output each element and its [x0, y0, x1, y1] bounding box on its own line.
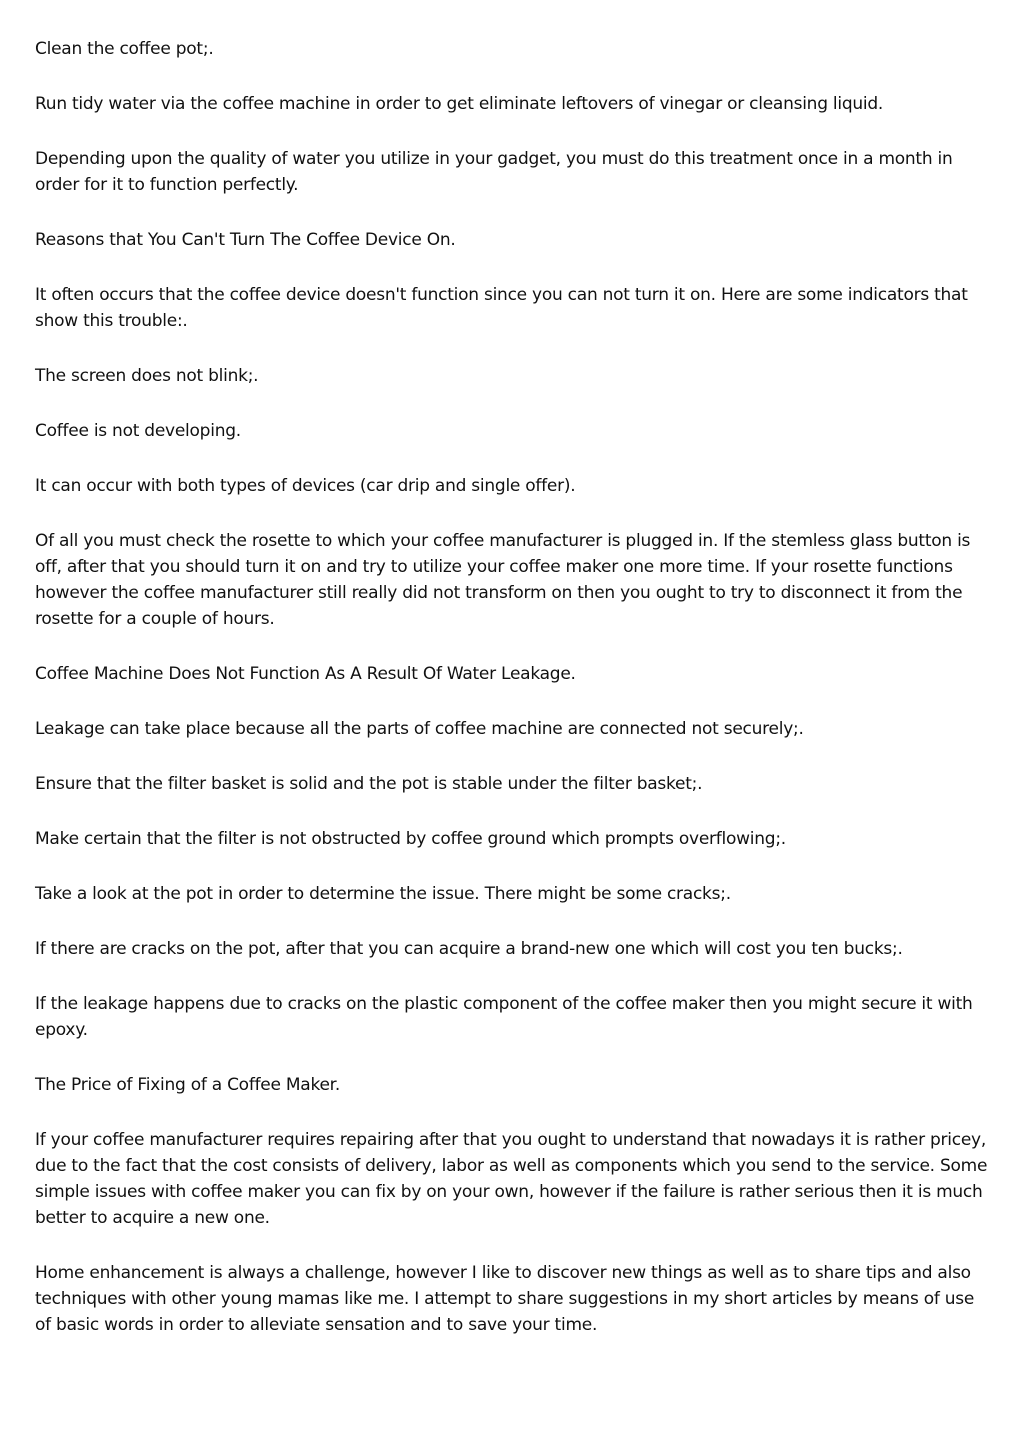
paragraph-6: The screen does not blink;.	[35, 366, 259, 386]
paragraph-11: Leakage can take place because all the parts of coffee machine are connected not securely;.	[35, 719, 804, 739]
section-heading-reasons: Reasons that You Can't Turn The Coffee Device On.	[35, 230, 456, 250]
paragraph-14: Take a look at the pot in order to determine the issue. There might be some cracks;.	[35, 884, 731, 904]
paragraph-7: Coffee is not developing.	[35, 421, 241, 441]
paragraph-16: If the leakage happens due to cracks on the plastic component of the coffee maker then you might secure it with epoxy.	[35, 994, 973, 1040]
paragraph-3: Depending upon the quality of water you utilize in your gadget, you must do this treatment once in a month in order for it to function perfectly.	[35, 149, 953, 195]
paragraph-12: Ensure that the filter basket is solid and the pot is stable under the filter basket;.	[35, 774, 703, 794]
paragraph-19: Home enhancement is always a challenge, however I like to discover new things as well as to share tips and also techniques with other young mamas like me. I attempt to share suggestions in my short articles by means of use of basic words in order to alleviate sensation and to save your time.	[35, 1263, 975, 1335]
paragraph-8: It can occur with both types of devices (car drip and single offer).	[35, 476, 576, 496]
section-heading-leakage: Coffee Machine Does Not Function As A Result Of Water Leakage.	[35, 664, 576, 684]
paragraph-18: If your coffee manufacturer requires repairing after that you ought to understand that nowadays it is rather pricey, due to the fact that the cost consists of delivery, labor as well as components which you send to the service. Some simple issues with coffee maker you can fix by on your own, however if the failure is rather serious then it is much better to acquire a new one.	[35, 1130, 988, 1228]
paragraph-2: Run tidy water via the coffee machine in order to get eliminate leftovers of vinegar or cleansing liquid.	[35, 94, 884, 114]
paragraph-15: If there are cracks on the pot, after that you can acquire a brand-new one which will cost you ten bucks;.	[35, 939, 903, 959]
paragraph-1: Clean the coffee pot;.	[35, 39, 214, 59]
document-body	[35, 36, 995, 1367]
section-heading-price: The Price of Fixing of a Coffee Maker.	[35, 1075, 340, 1095]
paragraph-13: Make certain that the filter is not obstructed by coffee ground which prompts overflowing;.	[35, 829, 786, 849]
paragraph-9: Of all you must check the rosette to which your coffee manufacturer is plugged in. If the stemless glass button is off, after that you should turn it on and try to utilize your coffee maker one more time. If your rosette functions however the coffee manufacturer still really did not transform on then you ought to try to disconnect it from the rosette for a couple of hours.	[35, 531, 971, 629]
paragraph-5: It often occurs that the coffee device doesn't function since you can not turn it on. Here are some indicators that show this trouble:.	[35, 285, 968, 331]
